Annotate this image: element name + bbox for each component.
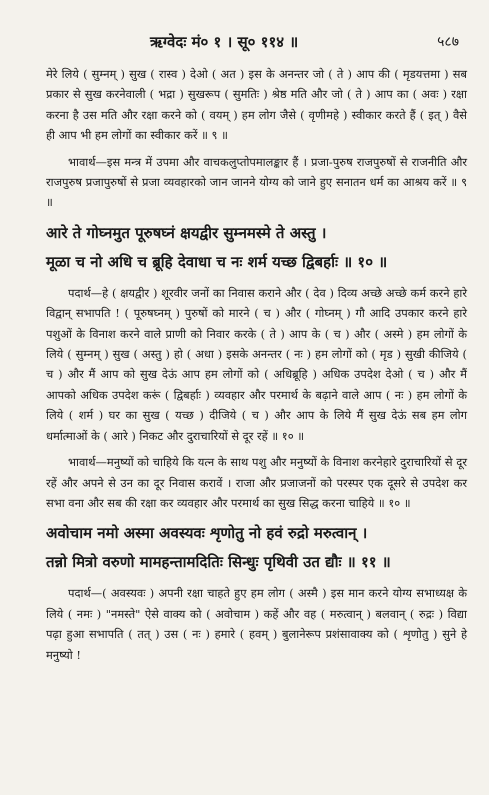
bhavartha-9: भावार्थ—इस मन्त्र में उपमा और वाचकलुप्तोपमालङ्कार हैं । प्रजा-पुरुष राजपुरुषों से राजनीति और राजपुरुष प्रजापुरुषों से प्रजा व्यवहारको जान जानने योग्य को जाने हुए सनातन धर्म का आश्रय करें ॥ ९ ॥ — [46, 154, 467, 210]
running-title: ऋग्वेदः मं० १ । सू० ११४ ॥ — [150, 33, 299, 51]
bhavartha-10: भावार्थ—मनुष्यों को चाहिये कि यत्न के साथ पशु और मनुष्यों के विनाश करनेहारे दुराचारियों से दूर रहें और अपने से उन का दूर निवास करावें । राजा और प्रजाजनों को परस्पर एक दूसरे से उपदेश कर सभा वना और सब की रक्षा कर व्यवहार और परमार्थ का सुख सिद्ध करना चाहिये ॥ १० ॥ — [46, 455, 467, 510]
padartha-continued: मेरे लिये ( सुम्नम् ) सुख ( रास्व ) देओ ( अत ) इस के अनन्तर जो ( ते ) आप की ( मृडयत्तमा ) सब प्रकार से सुख करनेवाली ( भद्रा ) सुखरूप ( सुमतिः ) श्रेष्ठ मति और जो ( ते ) आप का ( अवः ) रक्षा करना है उस मति और रक्षा करने को ( वयम् ) हम लोग जैसे ( वृणीमहे ) स्वीकार करते हैं ( इत् ) वैसे ही आप भी हम लोगों का स्वीकार करें ॥ ९ ॥ — [46, 67, 467, 143]
mantra-11-line-2: तन्नो मित्रो वरुणो मामहन्तामदितिः सिन्धुः पृथिवी उत द्यौः ॥ ११ ॥ — [46, 553, 391, 572]
mantra-10-line-2: मूळा च नो अधि च ब्रूहि देवाधा च नः शर्म यच्छ द्विबर्हाः ॥ १० ॥ — [46, 252, 388, 271]
page-number: ५८७ — [437, 34, 459, 50]
mantra-10-line-1: आरे ते गोघ्नमुत पूरुषघ्नं क्षयद्वीर सुम्नमस्मे ते अस्तु । — [46, 223, 327, 242]
mantra-11-line-1: अवोचाम नमो अस्मा अवस्यवः शृणोतु नो हवं रुद्रो मरुत्वान् । — [46, 524, 368, 543]
padartha-11: पदार्थ—( अवस्यवः ) अपनी रक्षा चाहते हुए हम लोग ( अस्मै ) इस मान करने योग्य सभाध्यक्ष के लिये ( नमः ) "नमस्ते" ऐसे वाक्य को ( अवोचाम ) कहें और वह ( मरुत्वान् ) बलवान् ( रुद्रः ) विद्या पढ़ा हुआ सभापति ( तत् ) उस ( नः ) हमारे ( हवम् ) बुलानेरूप प्रशंसावाक्य को ( शृणोतु ) सुने हे मनुष्यो ! — [46, 586, 467, 662]
page-body — [46, 64, 467, 665]
padartha-10: पदार्थ—हे ( क्षयद्वीर ) शूरवीर जनों का निवास कराने और ( देव ) दिव्य अच्छे अच्छे कर्म करने हारे विद्वान् सभापति ! ( पूरुषघ्नम् ) पुरुषों को मारने ( च ) और ( गोघ्नम् ) गौ आदि उपकार करने हारे पशुओं के विनाश करने वाले प्राणी को निवार करके ( ते ) आप के ( च ) और ( अस्मे ) हम लोगों के लिये ( सुम्नम् ) सुख ( अस्तु ) हो ( अधा ) इसके अनन्तर ( नः ) हम लोगों को ( मृड ) सुखी कीजिये ( च ) और मैं आप को सुख देऊं आप हम लोगों को ( अधिब्रूहि ) अधिक उपदेश देओ ( च ) और मैं आपको अधिक उपदेश करूं ( द्विबर्हाः ) व्यवहार और परमार्थ के बढ़ाने वाले आप ( नः ) हम लोगों के लिये ( शर्म ) घर का सुख ( यच्छ ) दीजिये ( च ) और आप के लिये मैं सुख देऊं सब हम लोग धर्मात्माओं के ( आरे ) निकट और दुराचारियों से दूर रहें ॥ १० ॥ — [46, 285, 467, 443]
page-header — [0, 32, 489, 54]
